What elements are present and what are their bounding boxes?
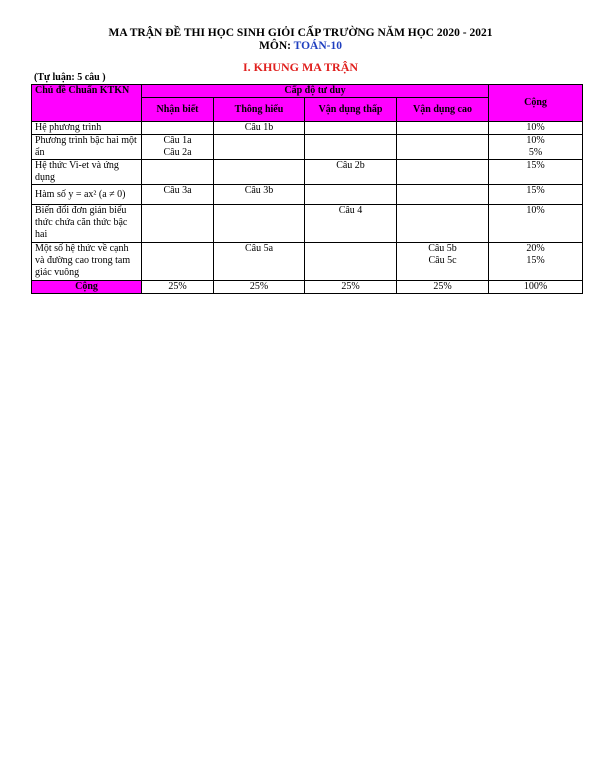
row-total-cell: 10% (489, 122, 583, 135)
header-level-group: Cấp độ tư duy (142, 85, 489, 98)
footer-cell: 25% (142, 281, 214, 294)
level-cell: Câu 3a (142, 185, 214, 205)
level-cell (305, 135, 397, 160)
level-cell (142, 243, 214, 281)
level-cell (397, 205, 489, 243)
level-cell (142, 205, 214, 243)
header-total: Cộng (489, 85, 583, 122)
matrix-table (31, 84, 583, 294)
level-cell: Câu 2b (305, 160, 397, 185)
level-cell (214, 135, 305, 160)
subject-label: MÔN: (259, 40, 294, 52)
header-topic: Chủ đề Chuẩn KTKN (32, 85, 142, 122)
footer-grand-total: 100% (489, 281, 583, 294)
level-cell (305, 122, 397, 135)
row-total-cell: 15% (489, 160, 583, 185)
level-cell (305, 185, 397, 205)
document-title: MA TRẬN ĐỀ THI HỌC SINH GIỎI CẤP TRƯỜNG NĂM HỌC 2020 - 2021 (108, 27, 493, 39)
topic-cell: Phương trình bậc hai một ẩn (32, 135, 142, 160)
level-cell (397, 185, 489, 205)
subject-value: TOÁN-10 (293, 40, 342, 52)
header-level: Vận dụng cao (397, 98, 489, 122)
header-level: Thông hiểu (214, 98, 305, 122)
topic-cell: Hệ thức Vi-et và ứng dụng (32, 160, 142, 185)
question-count-note: (Tự luận: 5 câu ) (34, 72, 106, 83)
table-row (32, 122, 583, 135)
subject-line (0, 40, 601, 52)
topic-cell: Biến đổi đơn giản biểu thức chứa căn thức bậc hai (32, 205, 142, 243)
header-level: Nhận biết (142, 98, 214, 122)
table-row (32, 160, 583, 185)
table-row (32, 185, 583, 205)
level-cell: Câu 5a (214, 243, 305, 281)
level-cell: Câu 1a Câu 2a (142, 135, 214, 160)
footer-cell: 25% (397, 281, 489, 294)
table-row (32, 135, 583, 160)
section-title: I. KHUNG MA TRẬN (242, 60, 359, 74)
level-cell (397, 160, 489, 185)
level-cell: Câu 1b (214, 122, 305, 135)
topic-cell: Một số hệ thức về cạnh và đường cao trong tam giác vuông (32, 243, 142, 281)
level-cell: Câu 3b (214, 185, 305, 205)
table-row (32, 243, 583, 281)
level-cell (214, 205, 305, 243)
level-cell: Câu 4 (305, 205, 397, 243)
header-level: Vận dụng thấp (305, 98, 397, 122)
level-cell (305, 243, 397, 281)
footer-total-label: Cộng (32, 281, 142, 294)
level-cell (397, 122, 489, 135)
topic-cell: Hệ phương trình (32, 122, 142, 135)
level-cell (142, 122, 214, 135)
footer-cell: 25% (214, 281, 305, 294)
table-row (32, 205, 583, 243)
level-cell (397, 135, 489, 160)
level-cell: Câu 5b Câu 5c (397, 243, 489, 281)
row-total-cell: 10% (489, 205, 583, 243)
row-total-cell: 20% 15% (489, 243, 583, 281)
level-cell (214, 160, 305, 185)
topic-cell: Hàm số y = ax² (a ≠ 0) (32, 185, 142, 205)
row-total-cell: 10% 5% (489, 135, 583, 160)
footer-cell: 25% (305, 281, 397, 294)
level-cell (142, 160, 214, 185)
row-total-cell: 15% (489, 185, 583, 205)
